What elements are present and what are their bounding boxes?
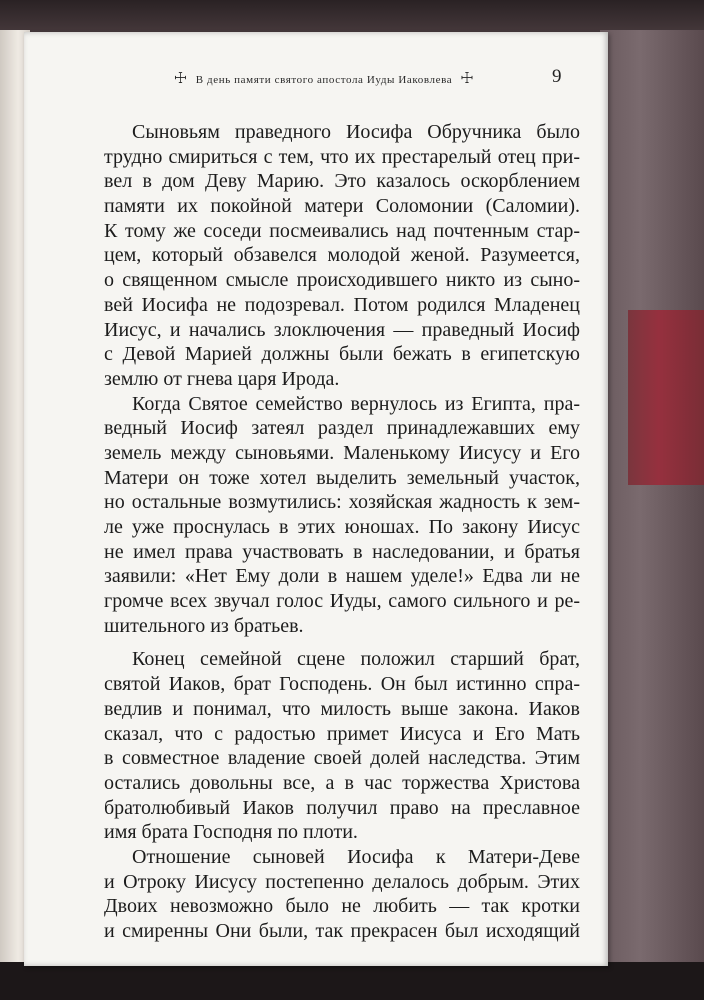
running-head xyxy=(144,72,504,87)
text-line: Матери он тоже хотел выделить земельный участок, xyxy=(104,466,580,489)
orthodox-cross-icon: ☩ xyxy=(460,71,475,87)
running-head-title: В день памяти святого апостола Иуды Иаковлева xyxy=(195,73,453,86)
text-line: Конец семейной сцене положил старший брат, xyxy=(132,648,580,671)
text-line: вей Иосифа не подозревал. Потом родился Младенец xyxy=(104,293,580,316)
text-line: Когда Святое семейство вернулось из Египта, пра- xyxy=(132,392,580,415)
text-line: и Отроку Иисусу постепенно делалось добрым. Этих xyxy=(104,870,580,893)
text-line: ведный Иосиф затеял раздел принадлежавших ему xyxy=(104,417,580,440)
text-line: заявили: «Нет Ему доли в нашем уделе!» Едва ли не xyxy=(104,565,580,588)
text-line: в совместное владение своей долей наследства. Этим xyxy=(104,747,580,770)
text-line: с Девой Марией должны были бежать в египетскую xyxy=(104,343,580,366)
text-line: вел в дом Деву Марию. Это казалось оскорблением xyxy=(104,170,580,193)
text-line: но остальные возмутились: хозяйская жадность к зем- xyxy=(104,491,580,514)
text-line: землю от гнева царя Ирода. xyxy=(104,367,340,390)
text-line: о священном смысле происходившего никто из сыно- xyxy=(104,269,580,292)
book-page xyxy=(24,32,608,966)
text-line: остались довольны все, а в час торжества Христова xyxy=(104,771,580,794)
text-line: святой Иаков, брат Господень. Он был истинно спра- xyxy=(104,673,580,696)
text-line: Двоих невозможно было не любить — так кротки xyxy=(104,895,580,918)
paragraph-gap xyxy=(104,638,580,647)
text-line: ведлив и понимал, что милость выше закона. Иаков xyxy=(104,697,580,720)
text-line: Иисус, и начались злоключения — праведный Иосиф xyxy=(104,318,580,341)
text-line: памяти их покойной матери Соломонии (Саломии). xyxy=(104,195,580,218)
text-line: сказал, что с радостью примет Иисуса и Его Мать xyxy=(104,722,580,745)
text-line: громче всех звучал голос Иуды, самого сильного и ре- xyxy=(104,590,580,613)
text-line: Сыновьям праведного Иосифа Обручника было xyxy=(132,121,580,143)
book-cover-edge xyxy=(600,30,704,970)
text-line: и смиренны Они были, так прекрасен был исходящий xyxy=(104,920,580,942)
paragraph xyxy=(104,845,580,944)
paragraph xyxy=(104,647,580,845)
text-line: имя брата Господня по плоти. xyxy=(104,821,358,844)
text-line: братолюбивый Иаков получил право на преславное xyxy=(104,796,580,819)
paragraph xyxy=(104,392,580,639)
scan-bottom-edge xyxy=(0,962,704,1000)
page-number: 9 xyxy=(552,66,562,87)
text-line: трудно смириться с тем, что их престарелый отец при- xyxy=(104,145,580,168)
text-line: шительного из братьев. xyxy=(104,614,304,637)
bookmark-ribbon xyxy=(628,310,704,485)
text-line: Отношение сыновей Иосифа к Матери-Деве xyxy=(132,845,580,868)
text-line: земель между сыновьями. Маленькому Иисусу и Его xyxy=(104,441,580,464)
body-text xyxy=(104,120,580,944)
text-line: не имел права участвовать в наследовании, и братья xyxy=(104,540,580,563)
text-line: цем, который обзавелся молодой женой. Разумеется, xyxy=(104,244,580,267)
text-line: К тому же соседи посмеивались над почтенным стар- xyxy=(104,219,580,242)
orthodox-cross-icon: ☩ xyxy=(173,71,188,87)
text-line: ле уже проснулась в этих юношах. По закону Иисус xyxy=(104,516,580,538)
paragraph xyxy=(104,120,580,392)
